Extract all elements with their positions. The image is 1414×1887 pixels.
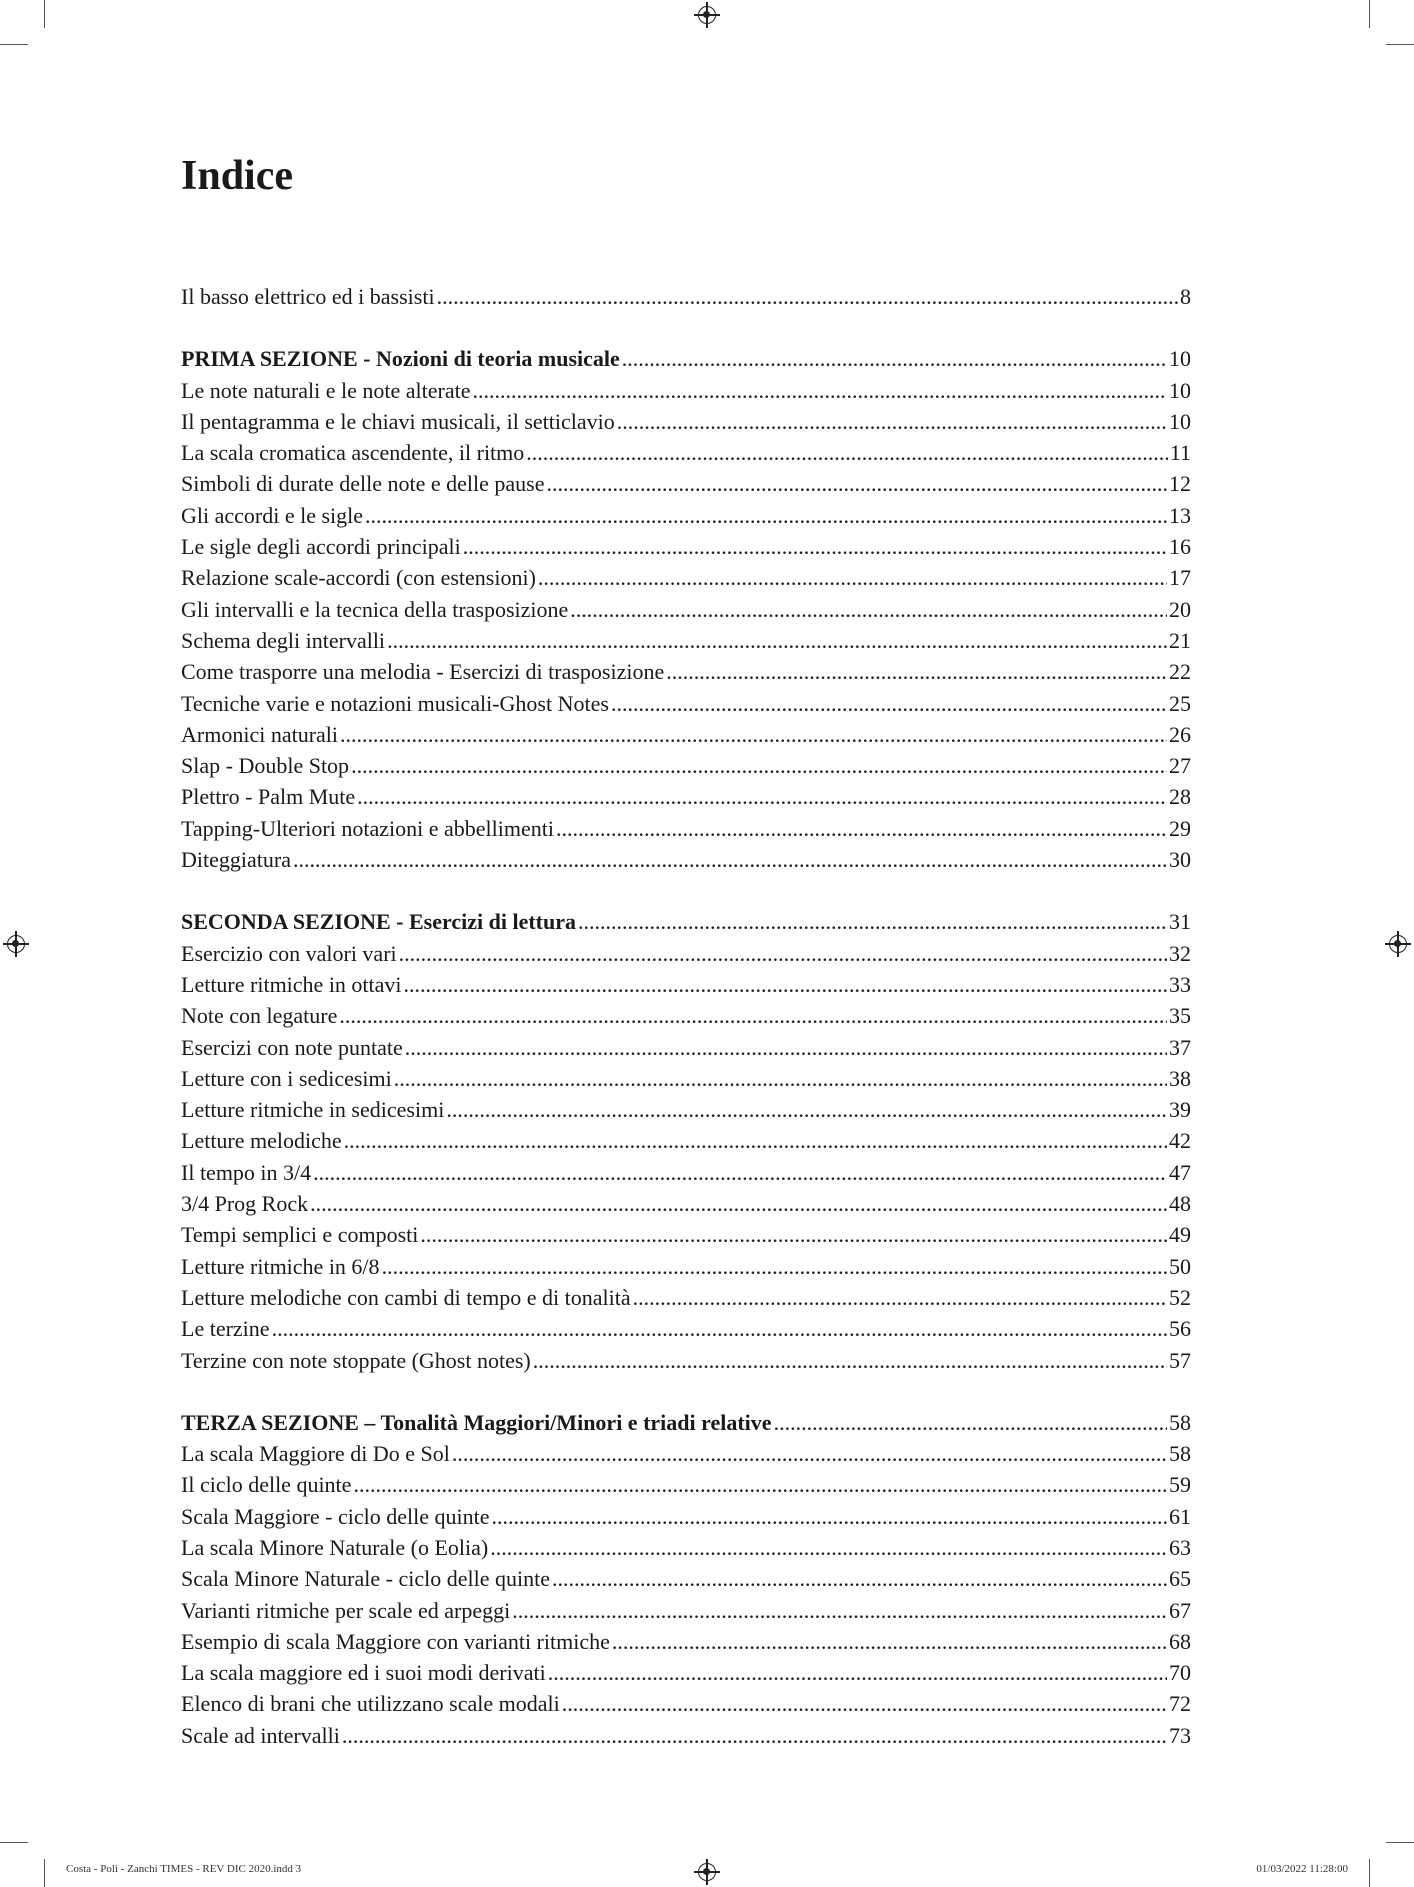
- dot-leader: [548, 1657, 1167, 1688]
- toc-page-number: 63: [1169, 1534, 1191, 1560]
- toc-entry-title: Tempi semplici e composti: [181, 1222, 419, 1248]
- toc-page-number: 10: [1169, 346, 1191, 372]
- toc-entry[interactable]: [181, 1313, 1191, 1344]
- toc-page-number: 70: [1169, 1660, 1191, 1686]
- toc-page-number: 42: [1169, 1128, 1191, 1154]
- toc-section-heading[interactable]: [181, 343, 1191, 374]
- toc-page-number: 48: [1169, 1191, 1191, 1217]
- section-gap: [181, 875, 1191, 906]
- toc-entry[interactable]: [181, 1000, 1191, 1031]
- toc-entry-title: TERZA SEZIONE – Tonalità Maggiori/Minori e triadi relative: [181, 1409, 772, 1435]
- dot-leader: [611, 688, 1167, 719]
- toc-entry[interactable]: [181, 1595, 1191, 1626]
- toc-entry-title: La scala maggiore ed i suoi modi derivati: [181, 1660, 546, 1686]
- toc-entry-title: La scala Maggiore di Do e Sol: [181, 1441, 450, 1467]
- toc-entry[interactable]: [181, 468, 1191, 499]
- toc-entry[interactable]: [181, 688, 1191, 719]
- toc-page-number: 26: [1169, 721, 1191, 747]
- toc-page-number: 59: [1169, 1472, 1191, 1498]
- dot-leader: [547, 468, 1167, 499]
- dot-leader: [382, 1251, 1167, 1282]
- toc-page-number: 11: [1169, 440, 1191, 466]
- toc-entry-title: Scala Maggiore - ciclo delle quinte: [181, 1503, 490, 1529]
- crop-mark: [44, 1859, 45, 1887]
- dot-leader: [578, 906, 1167, 937]
- toc-entry[interactable]: [181, 375, 1191, 406]
- toc-entry[interactable]: [181, 406, 1191, 437]
- toc-page-number: 52: [1169, 1284, 1191, 1310]
- dot-leader: [342, 1720, 1167, 1751]
- dot-leader: [570, 594, 1167, 625]
- dot-leader: [562, 1688, 1167, 1719]
- dot-leader: [446, 1094, 1167, 1125]
- footer-timestamp: 01/03/2022 11:28:00: [1256, 1863, 1348, 1875]
- toc-entry-title: Relazione scale-accordi (con estensioni): [181, 565, 536, 591]
- toc-page-number: 28: [1169, 784, 1191, 810]
- registration-mark-icon: [1389, 935, 1407, 953]
- dot-leader: [463, 531, 1167, 562]
- toc-entry[interactable]: [181, 719, 1191, 750]
- toc-entry-title: Le sigle degli accordi principali: [181, 534, 461, 560]
- crop-mark: [1369, 0, 1370, 28]
- dot-leader: [394, 1063, 1167, 1094]
- dot-leader: [351, 750, 1167, 781]
- toc-entry-title: La scala Minore Naturale (o Eolia): [181, 1534, 489, 1560]
- toc-entry-title: Il pentagramma e le chiavi musicali, il setticlavio: [181, 408, 615, 434]
- toc-entry-title: Il tempo in 3/4: [181, 1159, 312, 1185]
- toc-entry-title: Letture melodiche con cambi di tempo e di tonalità: [181, 1284, 631, 1310]
- toc-entry-title: Come trasporre una melodia - Esercizi di trasposizione: [181, 659, 665, 685]
- dot-leader: [633, 1282, 1167, 1313]
- toc-entry-title: Letture melodiche: [181, 1128, 342, 1154]
- toc-section-heading[interactable]: [181, 906, 1191, 937]
- toc-page-number: 17: [1169, 565, 1191, 591]
- toc-page-number: 33: [1169, 971, 1191, 997]
- dot-leader: [490, 1532, 1167, 1563]
- dot-leader: [617, 406, 1167, 437]
- toc-entry[interactable]: [181, 500, 1191, 531]
- toc-page-number: 20: [1169, 596, 1191, 622]
- toc-entry-title: Slap - Double Stop: [181, 753, 350, 779]
- dot-leader: [556, 813, 1167, 844]
- dot-leader: [272, 1313, 1167, 1344]
- toc-page-number: 27: [1169, 753, 1191, 779]
- toc-entry[interactable]: [181, 1282, 1191, 1313]
- toc-section-heading[interactable]: [181, 1407, 1191, 1438]
- toc-page-number: 21: [1169, 627, 1191, 653]
- dot-leader: [452, 1438, 1167, 1469]
- toc-entry[interactable]: [181, 1501, 1191, 1532]
- toc-page-number: 50: [1169, 1253, 1191, 1279]
- crop-mark: [1386, 44, 1414, 45]
- toc-page-number: 72: [1169, 1691, 1191, 1717]
- crop-mark: [44, 0, 45, 28]
- toc-page-number: 10: [1169, 377, 1191, 403]
- toc-page-number: 32: [1169, 940, 1191, 966]
- toc-entry[interactable]: [181, 1469, 1191, 1500]
- toc-page-number: 8: [1180, 284, 1191, 309]
- toc-entry[interactable]: [181, 781, 1191, 812]
- toc-entry[interactable]: [181, 1032, 1191, 1063]
- toc-entry[interactable]: [181, 1188, 1191, 1219]
- toc-entry-title: Simboli di durate delle note e delle pause: [181, 471, 545, 497]
- registration-mark-icon: [698, 6, 716, 24]
- toc-page-number: 31: [1169, 909, 1191, 935]
- toc-entry[interactable]: [181, 1345, 1191, 1376]
- toc-entry[interactable]: [181, 969, 1191, 1000]
- crop-mark: [0, 44, 28, 45]
- dot-leader: [353, 1469, 1167, 1500]
- dot-leader: [774, 1407, 1167, 1438]
- dot-leader: [492, 1501, 1168, 1532]
- toc-entry-title: Esercizio con valori vari: [181, 940, 397, 966]
- toc-entry[interactable]: [181, 1688, 1191, 1719]
- toc-page-number: 68: [1169, 1628, 1191, 1654]
- toc-entry-title: Il basso elettrico ed i bassisti: [181, 284, 435, 309]
- toc-entry-title: La scala cromatica ascendente, il ritmo: [181, 440, 525, 466]
- toc-page-number: 47: [1169, 1159, 1191, 1185]
- toc-entry[interactable]: [181, 1063, 1191, 1094]
- toc-entry-title: Varianti ritmiche per scale ed arpeggi: [181, 1597, 511, 1623]
- toc-page-number: 29: [1169, 815, 1191, 841]
- dot-leader: [533, 1345, 1167, 1376]
- footer-file-label: Costa - Poli - Zanchi TIMES - REV DIC 2020.indd 3: [66, 1863, 302, 1875]
- toc-entry[interactable]: [181, 844, 1191, 875]
- toc-entry[interactable]: [181, 562, 1191, 593]
- toc-entry-title: Letture con i sedicesimi: [181, 1065, 392, 1091]
- toc-entry[interactable]: [181, 1626, 1191, 1657]
- toc-entry[interactable]: [181, 938, 1191, 969]
- toc-entry-title: Le terzine: [181, 1316, 270, 1342]
- toc-entry[interactable]: [181, 281, 1191, 312]
- toc-page-number: 56: [1169, 1316, 1191, 1342]
- toc-entry[interactable]: [181, 750, 1191, 781]
- dot-leader: [365, 500, 1167, 531]
- dot-leader: [344, 1125, 1167, 1156]
- dot-leader: [526, 437, 1168, 468]
- toc-page-number: 37: [1169, 1034, 1191, 1060]
- toc-entry[interactable]: [181, 1532, 1191, 1563]
- toc-entry-title: Schema degli intervalli: [181, 627, 386, 653]
- toc-entry[interactable]: [181, 1657, 1191, 1688]
- dot-leader: [512, 1595, 1167, 1626]
- toc-page-number: 58: [1169, 1409, 1191, 1435]
- toc-entry-title: Diteggiatura: [181, 847, 291, 873]
- toc-entry-title: Scale ad intervalli: [181, 1722, 340, 1748]
- section-gap: [181, 312, 1191, 343]
- dot-leader: [405, 1032, 1167, 1063]
- toc-entry-title: Terzine con note stoppate (Ghost notes): [181, 1347, 531, 1373]
- dot-leader: [552, 1563, 1167, 1594]
- toc-page-number: 12: [1169, 471, 1191, 497]
- registration-mark-icon: [698, 1863, 716, 1881]
- toc-entry-title: PRIMA SEZIONE - Nozioni di teoria musicale: [181, 346, 620, 372]
- dot-leader: [293, 844, 1167, 875]
- crop-mark: [1369, 1859, 1370, 1887]
- table-of-contents: [181, 281, 1191, 1751]
- toc-page-number: 65: [1169, 1566, 1191, 1592]
- toc-page-number: 25: [1169, 690, 1191, 716]
- toc-entry[interactable]: [181, 1125, 1191, 1156]
- dot-leader: [437, 281, 1178, 312]
- toc-page-number: 39: [1169, 1097, 1191, 1123]
- toc-entry[interactable]: [181, 1563, 1191, 1594]
- toc-entry[interactable]: [181, 437, 1191, 468]
- toc-page-number: 16: [1169, 534, 1191, 560]
- toc-entry[interactable]: [181, 1438, 1191, 1469]
- toc-entry-title: Letture ritmiche in ottavi: [181, 971, 402, 997]
- dot-leader: [473, 375, 1167, 406]
- toc-entry[interactable]: [181, 1720, 1191, 1751]
- toc-entry-title: Le note naturali e le note alterate: [181, 377, 471, 403]
- toc-entry-title: Esempio di scala Maggiore con varianti ritmiche: [181, 1628, 610, 1654]
- dot-leader: [666, 656, 1167, 687]
- crop-mark: [0, 1842, 28, 1843]
- dot-leader: [420, 1219, 1167, 1250]
- toc-entry[interactable]: [181, 625, 1191, 656]
- dot-leader: [310, 1188, 1167, 1219]
- toc-page-number: 30: [1169, 847, 1191, 873]
- dot-leader: [313, 1157, 1167, 1188]
- toc-page-number: 58: [1169, 1441, 1191, 1467]
- toc-page-number: 35: [1169, 1003, 1191, 1029]
- page-title: Indice: [181, 153, 294, 199]
- toc-entry-title: Plettro - Palm Mute: [181, 784, 356, 810]
- dot-leader: [538, 562, 1167, 593]
- dot-leader: [339, 1000, 1167, 1031]
- toc-entry[interactable]: [181, 531, 1191, 562]
- toc-page-number: 38: [1169, 1065, 1191, 1091]
- dot-leader: [612, 1626, 1167, 1657]
- toc-page-number: 13: [1169, 502, 1191, 528]
- toc-entry-title: 3/4 Prog Rock: [181, 1191, 309, 1217]
- toc-entry-title: Letture ritmiche in sedicesimi: [181, 1097, 445, 1123]
- dot-leader: [357, 781, 1167, 812]
- toc-page-number: 57: [1169, 1347, 1191, 1373]
- toc-entry-title: Il ciclo delle quinte: [181, 1472, 352, 1498]
- toc-page-number: 73: [1169, 1722, 1191, 1748]
- toc-entry-title: Esercizi con note puntate: [181, 1034, 403, 1060]
- toc-entry[interactable]: [181, 594, 1191, 625]
- crop-mark: [1386, 1842, 1414, 1843]
- section-gap: [181, 1376, 1191, 1407]
- dot-leader: [387, 625, 1167, 656]
- toc-page-number: 67: [1169, 1597, 1191, 1623]
- toc-page-number: 61: [1169, 1503, 1191, 1529]
- dot-leader: [622, 343, 1167, 374]
- toc-entry[interactable]: [181, 813, 1191, 844]
- toc-entry[interactable]: [181, 1251, 1191, 1282]
- dot-leader: [340, 719, 1167, 750]
- dot-leader: [404, 969, 1167, 1000]
- toc-entry-title: Tecniche varie e notazioni musicali-Ghost Notes: [181, 690, 609, 716]
- toc-entry[interactable]: [181, 656, 1191, 687]
- toc-entry-title: Gli intervalli e la tecnica della trasposizione: [181, 596, 569, 622]
- toc-entry[interactable]: [181, 1094, 1191, 1125]
- toc-entry-title: Armonici naturali: [181, 721, 339, 747]
- toc-entry-title: Elenco di brani che utilizzano scale modali: [181, 1691, 560, 1717]
- registration-mark-icon: [7, 935, 25, 953]
- toc-entry-title: Tapping-Ulteriori notazioni e abbellimenti: [181, 815, 554, 841]
- dot-leader: [399, 938, 1167, 969]
- toc-entry-title: Scala Minore Naturale - ciclo delle quinte: [181, 1566, 550, 1592]
- toc-entry[interactable]: [181, 1219, 1191, 1250]
- toc-page-number: 49: [1169, 1222, 1191, 1248]
- toc-entry-title: Gli accordi e le sigle: [181, 502, 364, 528]
- toc-entry-title: SECONDA SEZIONE - Esercizi di lettura: [181, 909, 577, 935]
- toc-page-number: 10: [1169, 408, 1191, 434]
- toc-entry-title: Letture ritmiche in 6/8: [181, 1253, 380, 1279]
- toc-entry[interactable]: [181, 1157, 1191, 1188]
- toc-page-number: 22: [1169, 659, 1191, 685]
- toc-entry-title: Note con legature: [181, 1003, 338, 1029]
